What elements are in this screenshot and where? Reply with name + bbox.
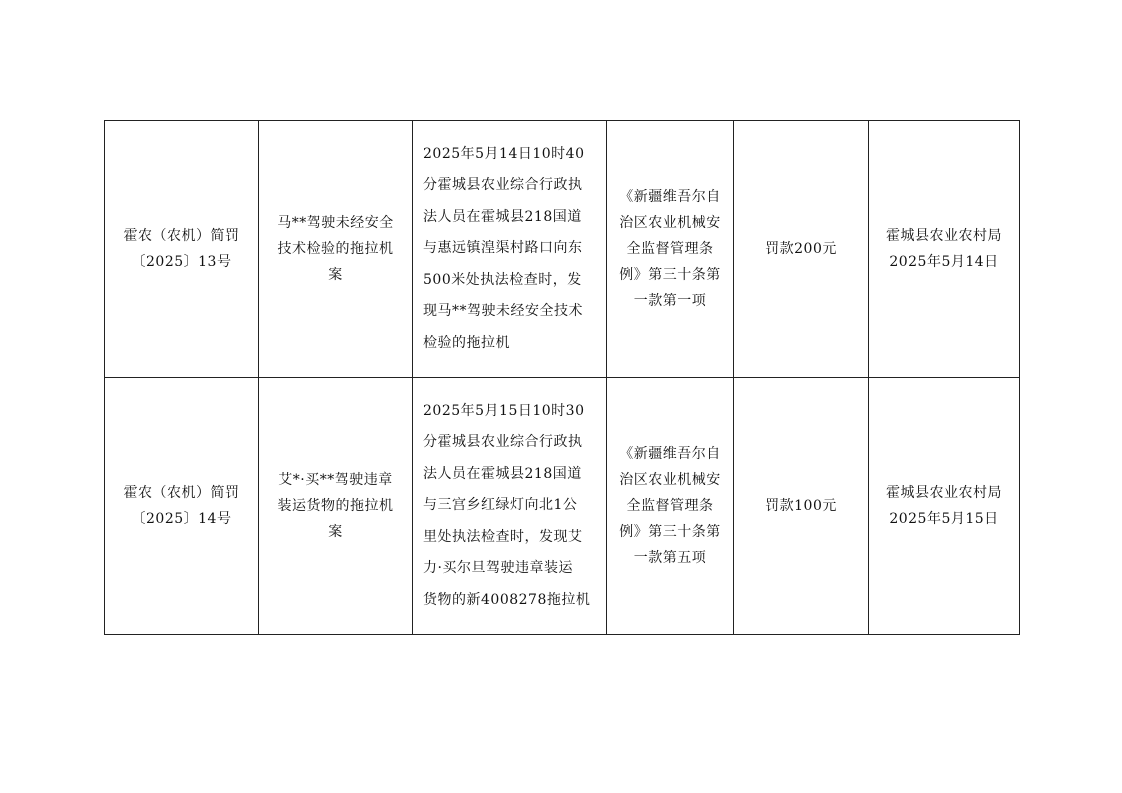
penalty: 罚款100元 [765, 498, 837, 514]
case-description-cell [413, 378, 607, 635]
legal-basis: 《新疆维吾尔自 治区农业机械安 全监督管理条 例》第三十条第 一款第五项 [619, 446, 721, 566]
penalty-cell [734, 121, 869, 378]
table-row [105, 378, 1020, 635]
case-number-cell [105, 121, 259, 378]
case-description: 2025年5月14日10时40 分霍城县农业综合行政执 法人员在霍城县218国道 与惠远镇湟渠村路口向东 500米处执法检查时，发 现马**驾驶未经安全技术 检验的拖拉机 [423, 145, 585, 351]
table-row [105, 121, 1020, 378]
case-name-cell [259, 378, 413, 635]
authority-date-cell [869, 121, 1020, 378]
case-number-cell [105, 378, 259, 635]
case-description: 2025年5月15日10时30 分霍城县农业综合行政执 法人员在霍城县218国道 与三宫乡红绿灯向北1公 里处执法检查时，发现艾 力·买尔旦驾驶违章装运 货物的新4008278拖拉机 [423, 402, 591, 608]
case-name: 艾*·买**驾驶违章 装运货物的拖拉机 案 [277, 472, 394, 540]
penalty: 罚款200元 [765, 241, 837, 257]
case-description-cell [413, 121, 607, 378]
case-name: 马**驾驶未经安全 技术检验的拖拉机 案 [277, 215, 394, 283]
legal-basis: 《新疆维吾尔自 治区农业机械安 全监督管理条 例》第三十条第 一款第一项 [619, 189, 721, 309]
case-number: 霍农（农机）简罚 〔2025〕14号 [123, 485, 240, 527]
authority-date: 霍城县农业农村局 2025年5月14日 [886, 228, 1002, 270]
penalty-records-table [104, 120, 1020, 635]
case-name-cell [259, 121, 413, 378]
authority-date-cell [869, 378, 1020, 635]
legal-basis-cell [607, 121, 734, 378]
legal-basis-cell [607, 378, 734, 635]
penalty-cell [734, 378, 869, 635]
case-number: 霍农（农机）简罚 〔2025〕13号 [123, 228, 240, 270]
authority-date: 霍城县农业农村局 2025年5月15日 [886, 485, 1002, 527]
